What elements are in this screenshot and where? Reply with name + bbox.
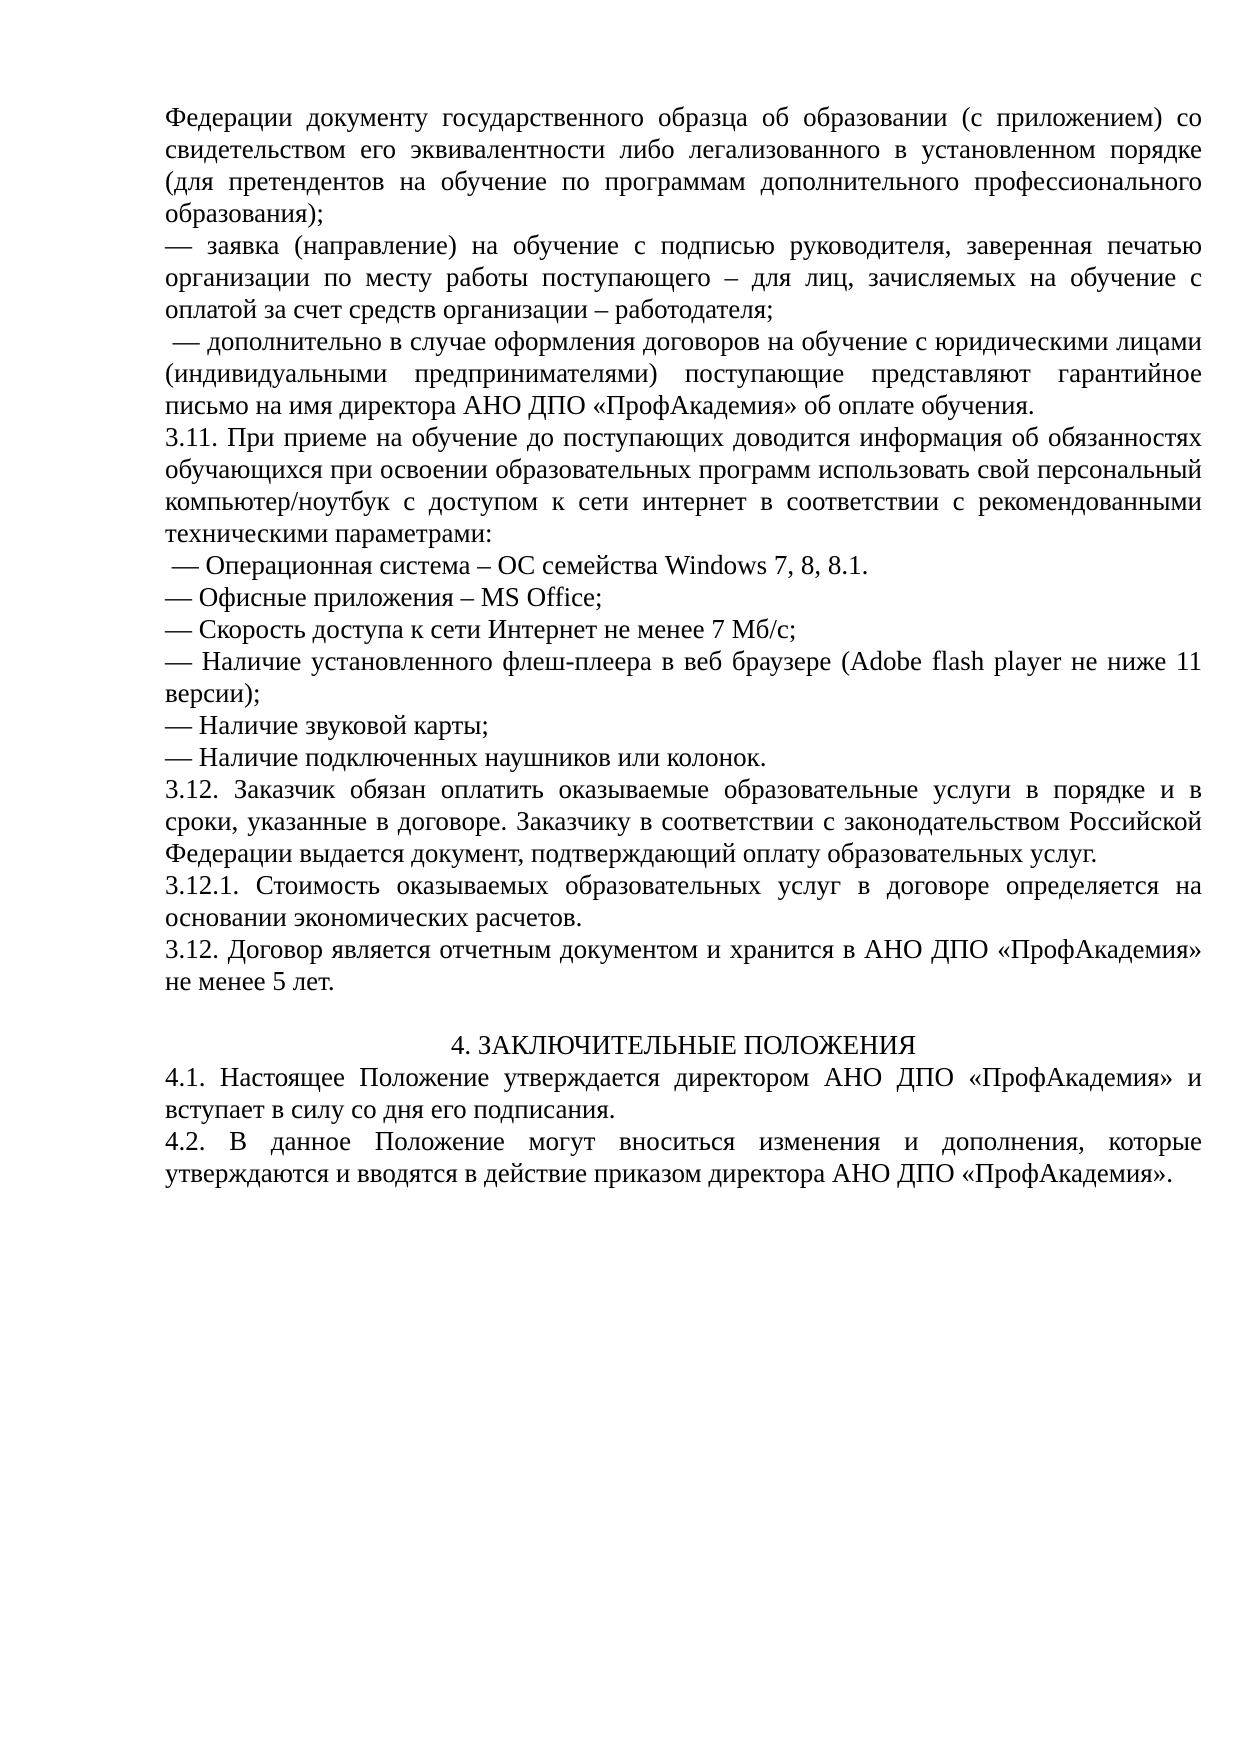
paragraph-dopolnitelno: — дополнительно в случае оформления договоров на обучение с юридическими лицами (индивидуальными предпринимателями) поступающие представляют гарантийное письмо на имя директора АНО ДПО «ПрофАкадемия» об оплате обучения. [165, 326, 1209, 420]
paragraph-3-11: 3.11. При приеме на обучение до поступающих доводится информация об обязанностях обучающихся при освоении образовательных программ использовать свой персональный компьютер/ноутбук с доступом к сети интернет в соответствии с рекомендованными техническими параметрами: [165, 422, 1209, 548]
paragraph-education-document: Федерации документу государственного образца об образовании (с приложением) со свидетельством его эквивалентности либо легализованного в установленном порядке (для претендентов на обучение по программам дополнительного профессионального образования); [165, 102, 1209, 228]
paragraph-zayavka: — заявка (направление) на обучение с подписью руководителя, заверенная печатью организации по месту работы поступающего – для лиц, зачисляемых на обучение с оплатой за счет средств организации – работодателя; [165, 230, 1209, 324]
list-item-flash-player: — Наличие установленного флеш-плеера в веб браузере (Adobe flash player не ниже 11 версии); [165, 646, 1209, 708]
list-item-sound-card: — Наличие звуковой карты; [165, 710, 489, 740]
paragraph-3-12-payment: 3.12. Заказчик обязан оплатить оказываемые образовательные услуги в порядке и в сроки, указанные в договоре. Заказчику в соответствии с законодательством Российской Федерации выдается документ, подтверждающий оплату образовательных услуг. [165, 774, 1209, 868]
section-heading-final-provisions: 4. ЗАКЛЮЧИТЕЛЬНЫЕ ПОЛОЖЕНИЯ [450, 1030, 917, 1060]
paragraph-4-2: 4.2. В данное Положение могут вноситься изменения и дополнения, которые утверждаются и вводятся в действие приказом директора АНО ДПО «ПрофАкадемия». [165, 1126, 1209, 1188]
paragraph-3-12-contract: 3.12. Договор является отчетным документом и хранится в АНО ДПО «ПрофАкадемия» не менее 5 лет. [165, 934, 1209, 996]
paragraph-3-12-1-cost: 3.12.1. Стоимость оказываемых образовательных услуг в договоре определяется на основании экономических расчетов. [165, 870, 1209, 932]
list-item-headphones: — Наличие подключенных наушников или колонок. [165, 742, 767, 772]
list-item-office: — Офисные приложения – MS Office; [165, 582, 603, 612]
paragraph-4-1: 4.1. Настоящее Положение утверждается директором АНО ДПО «ПрофАкадемия» и вступает в силу со дня его подписания. [165, 1062, 1209, 1124]
list-item-internet-speed: — Скорость доступа к сети Интернет не менее 7 Мб/с; [165, 614, 797, 644]
list-item-os: — Операционная система – ОС семейства Windows 7, 8, 8.1. [165, 550, 869, 580]
